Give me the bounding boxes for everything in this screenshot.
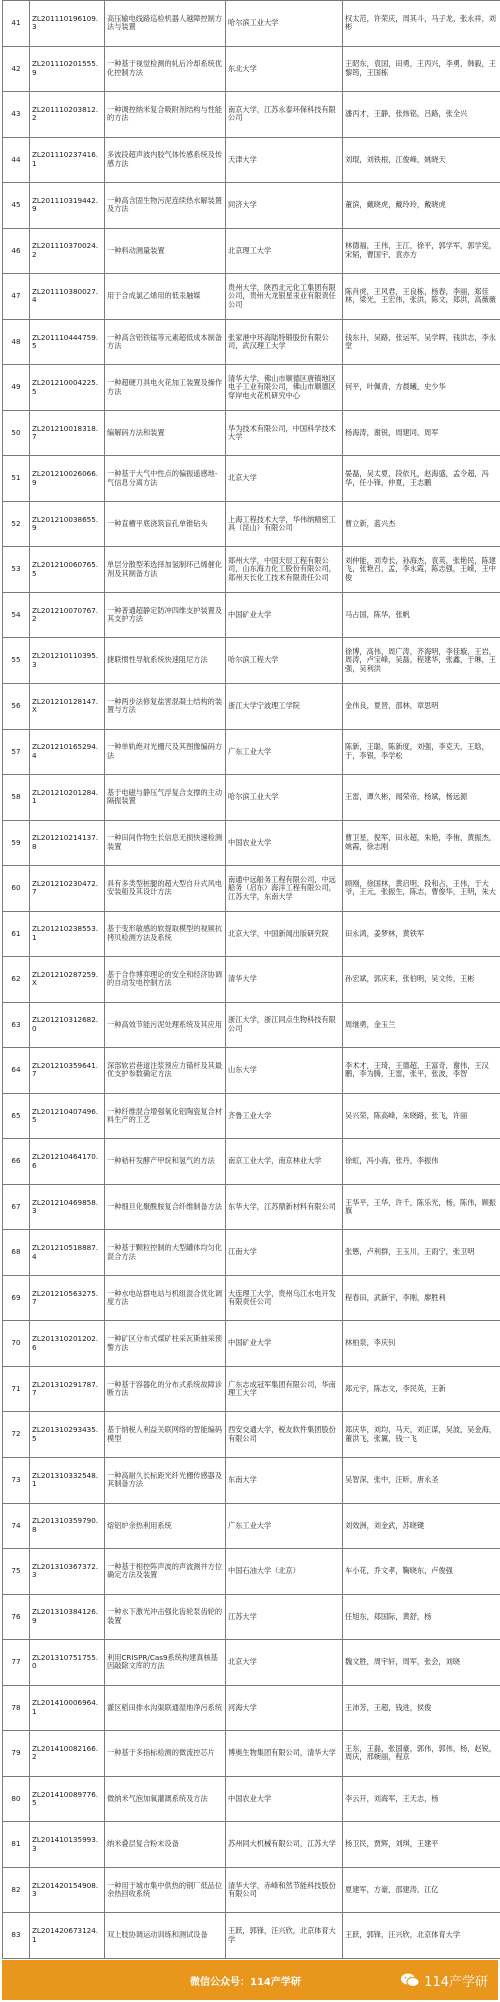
row-number: 53 — [3, 547, 30, 593]
patent-id: ZL201310359790.8 — [30, 1503, 105, 1549]
table-row — [3, 592, 500, 638]
patent-owner: 哈尔滨工业大学 — [226, 775, 343, 821]
patent-inventors: 王华平，王华，许千，陈乐光，杨，陈伟，顾振旗 — [343, 1184, 500, 1230]
patent-id: ZL201210312682.0 — [30, 1002, 105, 1048]
patent-owner: 浙江大学，浙江同点生物科技有限公司 — [226, 1002, 343, 1048]
table-row — [3, 1731, 500, 1777]
patent-id: ZL201210070767.2 — [30, 592, 105, 638]
row-number: 81 — [3, 1822, 30, 1868]
patent-title: 基于电磁与静压气浮复合支撑的主动隔振装置 — [105, 775, 226, 821]
patent-title: 一种基于容器化的分布式系统故障诊断方法 — [105, 1366, 226, 1412]
patent-inventors: 晏磊，吴太夏，段依凡，赵海盛，孟令超，冯华，任小锋，仲夏，王志鹏 — [343, 456, 500, 502]
table-row — [3, 638, 500, 684]
table-row — [3, 729, 500, 775]
patent-id: ZL201210018318.7 — [30, 410, 105, 456]
row-number: 72 — [3, 1412, 30, 1458]
patent-owner: 广东工业大学 — [226, 1503, 343, 1549]
patent-owner: 北京大学 — [226, 456, 343, 502]
table-row — [3, 1184, 500, 1230]
patent-table — [2, 0, 500, 1959]
patent-title: 一种料动测量装置 — [105, 228, 226, 274]
patent-title: 双上肢协调运动训练和测试设备 — [105, 1913, 226, 1959]
patent-owner: 中国石油大学（北京） — [226, 1549, 343, 1595]
patent-owner: 郑州大学，中国天辰工程有限公司，山东海力化工股份有限公司，郑州天长化工技术有限责任公司 — [226, 547, 343, 593]
patent-inventors: 王沛芳，王超，钱进，侯俊 — [343, 1685, 500, 1731]
row-number: 56 — [3, 683, 30, 729]
patent-title: 一种田间作物生长信息无损快速检测装置 — [105, 820, 226, 866]
patent-id: ZL201110380027.4 — [30, 274, 105, 320]
patent-inventors: 刘仲能，刘寿长，孙海杰，袁英，张艳民，陈建飞，张艳召，孟，李永霞，陈志强，王嵘，王中俊 — [343, 547, 500, 593]
patent-id: ZL201110201555.9 — [30, 46, 105, 92]
table-row — [3, 1093, 500, 1139]
table-row — [3, 1275, 500, 1321]
patent-title: 灌区稻田排水沟渠联通湿地净污系统 — [105, 1685, 226, 1731]
patent-owner: 西安交通大学，税友软件集团股份有限公司 — [226, 1412, 343, 1458]
patent-owner: 江南大学 — [226, 1230, 343, 1276]
row-number: 77 — [3, 1640, 30, 1686]
table-row — [3, 1048, 500, 1094]
table-row — [3, 1913, 500, 1959]
patent-id: ZL201410135993.3 — [30, 1822, 105, 1868]
row-number: 41 — [3, 1, 30, 47]
row-number: 46 — [3, 228, 30, 274]
row-number: 73 — [3, 1458, 30, 1504]
table-row — [3, 1594, 500, 1640]
row-number: 47 — [3, 274, 30, 320]
patent-id: ZL201210469858.3 — [30, 1184, 105, 1230]
patent-title: 纳米叠层复合粉末设备 — [105, 1822, 226, 1868]
row-number: 55 — [3, 638, 30, 684]
table-row — [3, 1640, 500, 1686]
patent-id: ZL201210359641.7 — [30, 1048, 105, 1094]
patent-table-body — [3, 1, 500, 1959]
row-number: 66 — [3, 1139, 30, 1185]
patent-inventors: 徐虹，冯小海，张丹，李振伟 — [343, 1139, 500, 1185]
row-number: 43 — [3, 92, 30, 138]
patent-owner: 清华大学，赤峰和然节能科技股份有限公司 — [226, 1867, 343, 1913]
patent-title: 微纳米气泡加氧灌溉系统及方法 — [105, 1776, 226, 1822]
patent-title: 一种基于大气中性点的偏振遥感地-气信息分离方法 — [105, 456, 226, 502]
patent-owner: 江苏大学 — [226, 1594, 343, 1640]
row-number: 83 — [3, 1913, 30, 1959]
footer-brand-label: 114产学研 — [424, 1974, 488, 1990]
table-row — [3, 501, 500, 547]
patent-owner: 上海工程技术大学，华伟纳精密工具（昆山）有限公司 — [226, 501, 343, 547]
patent-id: ZL201310384126.9 — [30, 1594, 105, 1640]
patent-inventors: 周继勇，金玉兰 — [343, 1002, 500, 1048]
patent-id: ZL201210128147.X — [30, 683, 105, 729]
patent-owner: 东北大学 — [226, 46, 343, 92]
patent-inventors: 孙宏斌，郭庆来，张伯明，吴文传，王彬 — [343, 957, 500, 1003]
patent-id: ZL201210165294.4 — [30, 729, 105, 775]
patent-id: ZL201420154908.3 — [30, 1867, 105, 1913]
patent-inventors: 李术才，王琦，王德超，王富奇，谢伟，王汉鹏，李为腾，王雷，张平，张波，李智 — [343, 1048, 500, 1094]
patent-title: 单层分散型苯选择加氢制环己烯催化剂及其制备方法 — [105, 547, 226, 593]
table-row — [3, 456, 500, 502]
patent-title: 具有多类型桩腿的超大型自升式风电安装船及其设计方法 — [105, 866, 226, 912]
row-number: 74 — [3, 1503, 30, 1549]
patent-inventors: 郑庆华，刘均，马天，刘正谋，吴波，吴金海，董洪飞，张翼，钱一飞 — [343, 1412, 500, 1458]
patent-title: 编解码方法和装置 — [105, 410, 226, 456]
footer-banner — [2, 1960, 498, 2000]
patent-title: 基于纳税人利益关联网络的智能编码模型 — [105, 1412, 226, 1458]
patent-inventors: 杨卫民，贾辉，刘琪，王建平 — [343, 1822, 500, 1868]
patent-owner: 清华大学，佛山市顺德区唐镇地区电子工业有限公司，佛山市顺德区穿岸电火花机研究中心 — [226, 365, 343, 411]
table-row — [3, 775, 500, 821]
row-number: 61 — [3, 911, 30, 957]
patent-title: 基于变形敏感的软提取模型的视频抗拷贝检测方法及系统 — [105, 911, 226, 957]
patent-owner: 广东工业大学 — [226, 729, 343, 775]
patent-title: 捷联惯性导航系统快速阻尼方法 — [105, 638, 226, 684]
table-row — [3, 1, 500, 47]
patent-id: ZL201110370024.2 — [30, 228, 105, 274]
patent-owner: 北京大学，中国新闻出版研究院 — [226, 911, 343, 957]
patent-owner: 贵州大学，陕西北元化工集团有限公司，贵州大龙银星汞业有限责任公司 — [226, 274, 343, 320]
patent-owner: 南京大学，江苏永泰环保科技有限公司 — [226, 92, 343, 138]
patent-id: ZL201210563275.7 — [30, 1275, 105, 1321]
table-row — [3, 1230, 500, 1276]
row-number: 50 — [3, 410, 30, 456]
row-number: 64 — [3, 1048, 30, 1094]
patent-title: 一种调控纳米复合吸附剂结构与性能的方法 — [105, 92, 226, 138]
patent-id: ZL201310332548.1 — [30, 1458, 105, 1504]
patent-title: 基于合作博弈理论的安全和经济协调的自动发电控制方法 — [105, 957, 226, 1003]
table-row — [3, 274, 500, 320]
table-row — [3, 1776, 500, 1822]
table-row — [3, 228, 500, 274]
row-number: 70 — [3, 1321, 30, 1367]
row-number: 48 — [3, 319, 30, 365]
patent-inventors: 王东，王磊，张国豪，郭伟，郭伟，杨，赵锐，周庆，邢婉丽，程京 — [343, 1731, 500, 1777]
patent-id: ZL201410082166.2 — [30, 1731, 105, 1777]
patent-title: 一种基于多指标检测的微流控芯片 — [105, 1731, 226, 1777]
row-number: 44 — [3, 137, 30, 183]
patent-owner: 中国农业大学 — [226, 820, 343, 866]
patent-inventors: 张慜，卢利群，王玉川，王雨宁，张卫明 — [343, 1230, 500, 1276]
patent-title: 一种直槽平底浇筑盲孔单锥钻头 — [105, 501, 226, 547]
row-number: 59 — [3, 820, 30, 866]
patent-id: ZL201110319442.9 — [30, 183, 105, 229]
patent-inventors: 刘琨，刘铁根，江俊峰，姚晓天 — [343, 137, 500, 183]
patent-title: 一种高含固生物污泥连续热水解装置及方法 — [105, 183, 226, 229]
patent-owner: 河海大学 — [226, 1685, 343, 1731]
patent-owner: 苏州同大机械有限公司，江苏大学 — [226, 1822, 343, 1868]
patent-owner: 同济大学 — [226, 183, 343, 229]
table-row — [3, 1685, 500, 1731]
table-row — [3, 137, 500, 183]
patent-id: ZL201410089776.5 — [30, 1776, 105, 1822]
patent-inventors: 何平，叶佩青，方晨曦，史少华 — [343, 365, 500, 411]
patent-title: 一种细旦化聚酰胺复合纤维制备方法 — [105, 1184, 226, 1230]
patent-inventors: 魏文胜，周宇轩，周军，张会，刘晓 — [343, 1640, 500, 1686]
row-number: 57 — [3, 729, 30, 775]
patent-title: 一种高耐久长标距光纤光栅传感器及其制备方法 — [105, 1458, 226, 1504]
patent-id: ZL201310367372.3 — [30, 1549, 105, 1595]
patent-id: ZL201210518887.4 — [30, 1230, 105, 1276]
patent-id: ZL201110196109.3 — [30, 1, 105, 47]
patent-id: ZL201210407496.5 — [30, 1093, 105, 1139]
table-row — [3, 820, 500, 866]
table-row — [3, 866, 500, 912]
patent-inventors: 任旭东，郑国际，黄舒，杨 — [343, 1594, 500, 1640]
table-row — [3, 547, 500, 593]
patent-owner: 中国农业大学 — [226, 1776, 343, 1822]
table-row — [3, 1139, 500, 1185]
table-row — [3, 1549, 500, 1595]
patent-inventors: 吴智深，张中，汪昕，唐永圣 — [343, 1458, 500, 1504]
patent-id: ZL201210060765.5 — [30, 547, 105, 593]
patent-title: 一种高效节能污泥处理系统及其应用 — [105, 1002, 226, 1048]
table-row — [3, 1822, 500, 1868]
patent-inventors: 陈肖虎，王风君，王良栋，杨春，李丽，郑佳林，梁光，王宏伟，张洪，陈文，郑洪，高薇薇 — [343, 274, 500, 320]
patent-id: ZL201310751755.0 — [30, 1640, 105, 1686]
row-number: 82 — [3, 1867, 30, 1913]
row-number: 58 — [3, 775, 30, 821]
row-number: 42 — [3, 46, 30, 92]
patent-id: ZL201210201284.1 — [30, 775, 105, 821]
table-row — [3, 1503, 500, 1549]
patent-inventors: 吴兴荣，陈高峰，朱晓路，张飞，许丽 — [343, 1093, 500, 1139]
row-number: 78 — [3, 1685, 30, 1731]
patent-inventors: 林柏泉，李庆钊 — [343, 1321, 500, 1367]
patent-owner: 哈尔滨工程大学 — [226, 638, 343, 684]
table-row — [3, 410, 500, 456]
patent-id: ZL201210464170.6 — [30, 1139, 105, 1185]
patent-id: ZL201410006964.1 — [30, 1685, 105, 1731]
row-number: 67 — [3, 1184, 30, 1230]
patent-id: ZL201210004225.5 — [30, 365, 105, 411]
patent-owner: 广东志成冠军集团有限公司，华南理工大学 — [226, 1366, 343, 1412]
patent-id: ZL201210214137.8 — [30, 820, 105, 866]
patent-id: ZL201420673124.1 — [30, 1913, 105, 1959]
row-number: 71 — [3, 1366, 30, 1412]
patent-id: ZL201110203812.2 — [30, 92, 105, 138]
row-number: 76 — [3, 1594, 30, 1640]
table-row — [3, 92, 500, 138]
row-number: 52 — [3, 501, 30, 547]
footer-text: 微信公众号：114产学研 — [190, 1976, 301, 1988]
patent-owner: 东南大学 — [226, 1458, 343, 1504]
row-number: 65 — [3, 1093, 30, 1139]
patent-title: 一种水下激光冲击强化齿轮泵齿轮的装置 — [105, 1594, 226, 1640]
patent-title: 用于合成氯乙烯用的低汞触媒 — [105, 274, 226, 320]
patent-id: ZL201110237416.1 — [30, 137, 105, 183]
patent-owner: 北京大学 — [226, 1640, 343, 1686]
patent-inventors: 王雷，谭久彬，闻荣帝，杨斌，杨远源 — [343, 775, 500, 821]
patent-id: ZL201210110395.3 — [30, 638, 105, 684]
patent-title: 一种水电站群电站与机组混合优化调度方法 — [105, 1275, 226, 1321]
patent-id: ZL201110444759.5 — [30, 319, 105, 365]
patent-owner: 山东大学 — [226, 1048, 343, 1094]
patent-id: ZL201210038655.9 — [30, 501, 105, 547]
row-number: 60 — [3, 866, 30, 912]
patent-inventors: 顾刚，徐国林，黄启明，段和占，王伟，于大爷，王元，张振生，陈志，曹俊华，王明，朱大 — [343, 866, 500, 912]
table-row — [3, 1366, 500, 1412]
patent-inventors: 曹立新，蓝兴杰 — [343, 501, 500, 547]
row-number: 49 — [3, 365, 30, 411]
patent-id: ZL201310201202.6 — [30, 1321, 105, 1367]
table-row — [3, 46, 500, 92]
patent-title: 高压输电线路巡检机器人越障控制方法与装置 — [105, 1, 226, 47]
patent-id: ZL201210287259.X — [30, 957, 105, 1003]
patent-title: 一种高含铝铁锰等元素超低成本制备方法 — [105, 319, 226, 365]
patent-inventors: 徐博，高伟，周广涛，齐海明，李佳璇，王岩，周涛，卢宝峰，吴磊，程建华，张鑫，于琳，王强，吴利洪 — [343, 638, 500, 684]
patent-owner: 张家港中环海陆特锻股份有限公司，武汉理工大学 — [226, 319, 343, 365]
table-row — [3, 1412, 500, 1458]
patent-inventors: 王昭东，袁国，田勇，王丙兴，李勇，韩毅，王黎筠，王国栋 — [343, 46, 500, 92]
patent-title: 多波段超声波内胶气体传感系统及传感方法 — [105, 137, 226, 183]
patent-title: 一种超硬刀具电火花加工装置及操作方法 — [105, 365, 226, 411]
row-number: 68 — [3, 1230, 30, 1276]
table-row — [3, 1458, 500, 1504]
patent-owner: 南京工业大学，南京林业大学 — [226, 1139, 343, 1185]
patent-owner: 博奥生物集团有限公司，清华大学 — [226, 1731, 343, 1777]
patent-inventors: 程春田，武新宇，李刚，廖胜利 — [343, 1275, 500, 1321]
table-row — [3, 957, 500, 1003]
patent-inventors: 曹卫星，倪军，田永超，朱艳，李侑，黄振杰，姚霞，徐志刚 — [343, 820, 500, 866]
row-number: 63 — [3, 1002, 30, 1048]
patent-id: ZL201310293435.5 — [30, 1412, 105, 1458]
patent-inventors: 钱东升，吴路，张运军，吴学晖，钱洪志，李永堂 — [343, 319, 500, 365]
patent-title: 一种两步法修复盐害混凝土结构的装置与方法 — [105, 683, 226, 729]
patent-inventors: 马占国，陈华，张帆 — [343, 592, 500, 638]
patent-inventors: 夏建军，方豪，邵建涛，江亿 — [343, 1867, 500, 1913]
patent-inventors: 潘丙才，王静，张炜铭，吕路，张全兴 — [343, 92, 500, 138]
patent-inventors: 田永鸿，姜梦林，黄铁军 — [343, 911, 500, 957]
patent-owner: 齐鲁工业大学 — [226, 1093, 343, 1139]
patent-title: 一种纤维混合增强氧化铝陶瓷复合材料生产的工艺 — [105, 1093, 226, 1139]
patent-title: 一种基于颗粒控制的大型罐体均匀化混合方法 — [105, 1230, 226, 1276]
patent-inventors: 林德福，王伟，王江，徐平，郭学军，郭学宪，宋韬，曹国宇，袁亦方 — [343, 228, 500, 274]
row-number: 62 — [3, 957, 30, 1003]
patent-owner: 清华大学 — [226, 957, 343, 1003]
patent-title: 一种秸秆发酵产甲烷和氢气的方法 — [105, 1139, 226, 1185]
patent-inventors: 李云开，刘海军，王天志，杨 — [343, 1776, 500, 1822]
patent-inventors: 王跃，郭锋，汪兴欣，北京体育大学 — [343, 1913, 500, 1959]
patent-inventors: 杨海涛，谢锐，周建同，周军 — [343, 410, 500, 456]
patent-owner: 浙江大学宁波理工学院 — [226, 683, 343, 729]
table-row — [3, 1002, 500, 1048]
patent-title: 一种基于视觉检测的轧后冷却系统优化控制方法 — [105, 46, 226, 92]
patent-owner: 大连理工大学，贵州乌江水电开发有限责任公司 — [226, 1275, 343, 1321]
patent-owner: 南通中远船务工程有限公司，中远船务（启东）海洋工程有限公司，江苏大学，东南大学 — [226, 866, 343, 912]
row-number: 51 — [3, 456, 30, 502]
patent-title: 一种普通超静定防冲四维支护装置及其支护方法 — [105, 592, 226, 638]
patent-inventors: 郑元宇，陈志文，李民英，王新 — [343, 1366, 500, 1412]
patent-owner: 天津大学 — [226, 137, 343, 183]
patent-title: 一种基于相控阵声波的声波测井方位确定方法及装置 — [105, 1549, 226, 1595]
patent-owner: 哈尔滨工业大学 — [226, 1, 343, 47]
footer-brand — [400, 1971, 488, 1990]
patent-inventors: 刘效洲，刘金武，苏晓键 — [343, 1503, 500, 1549]
row-number: 80 — [3, 1776, 30, 1822]
patent-id: ZL201210238553.1 — [30, 911, 105, 957]
table-row — [3, 1321, 500, 1367]
table-row — [3, 683, 500, 729]
patent-inventors: 权太范，许荣庆，周其斗，马子龙，张永祥，刘彬 — [343, 1, 500, 47]
patent-title: 一种矿区分布式煤矿柱采瓦斯抽采预警方法 — [105, 1321, 226, 1367]
patent-owner: 华为技术有限公司，中国科学技术大学 — [226, 410, 343, 456]
wechat-icon — [400, 1972, 420, 1988]
patent-owner: 东华大学，江苏鼎新材料有限公司 — [226, 1184, 343, 1230]
patent-title: 一种单轨绝对光栅尺及其图像编码方法 — [105, 729, 226, 775]
table-row — [3, 1867, 500, 1913]
row-number: 45 — [3, 183, 30, 229]
patent-title: 一种用于城市集中供热的钢厂低品位余热回收系统 — [105, 1867, 226, 1913]
table-row — [3, 911, 500, 957]
patent-title: 利用CRISPR/Cas9系统构建真核基因敲除文库的方法 — [105, 1640, 226, 1686]
patent-owner: 王跃，郭锋，汪兴欣，北京体育大学 — [226, 1913, 343, 1959]
patent-inventors: 陈新，王聪，陈新度，刘强，李克天，王晗，于，李银，李学松 — [343, 729, 500, 775]
patent-id: ZL201210230472.7 — [30, 866, 105, 912]
patent-id: ZL201310291787.7 — [30, 1366, 105, 1412]
patent-owner: 北京理工大学 — [226, 228, 343, 274]
table-row — [3, 365, 500, 411]
row-number: 79 — [3, 1731, 30, 1777]
patent-owner: 中国矿业大学 — [226, 1321, 343, 1367]
row-number: 69 — [3, 1275, 30, 1321]
patent-inventors: 金伟良，夏晋，邵林，章思明 — [343, 683, 500, 729]
table-row — [3, 319, 500, 365]
row-number: 75 — [3, 1549, 30, 1595]
row-number: 54 — [3, 592, 30, 638]
patent-title: 熔铝炉余热利用系统 — [105, 1503, 226, 1549]
patent-inventors: 车小花，乔文孝，鞠晓东，卢俊强 — [343, 1549, 500, 1595]
patent-id: ZL201210026066.9 — [30, 456, 105, 502]
patent-inventors: 董滨，戴晓虎，戴玲玲，戴晓虎 — [343, 183, 500, 229]
table-row — [3, 183, 500, 229]
patent-title: 深部软岩巷道注浆预应力锚杆及其最优支护参数确定方法 — [105, 1048, 226, 1094]
patent-owner: 中国矿业大学 — [226, 592, 343, 638]
